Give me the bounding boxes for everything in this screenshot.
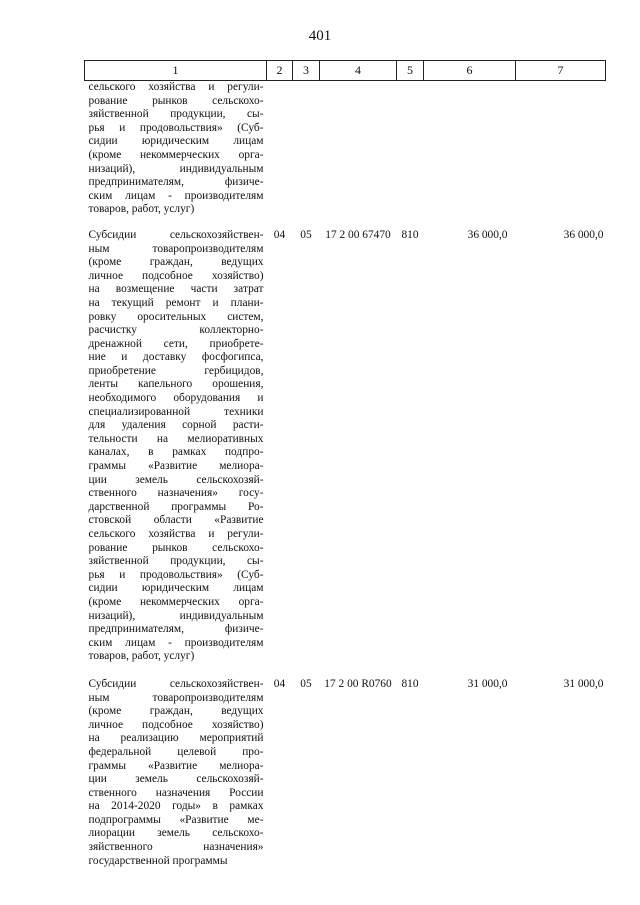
row-description: [85, 229, 267, 678]
cell-target-article: 17 2 00 R0760: [324, 677, 392, 690]
description-line: ственного назначения России: [88, 786, 264, 799]
description-line: дренажной сети, приобрете-: [88, 337, 264, 350]
description-line: ние и доставку фосфогипса,: [88, 351, 264, 364]
description-line: специализированной техники: [88, 405, 264, 418]
header-col-4: 4: [320, 61, 397, 81]
header-col-1: 1: [85, 61, 267, 81]
description-line: для удаления сорной расти-: [88, 419, 264, 432]
header-col-7: 7: [516, 61, 606, 81]
description-line: ленты капельного орошения,: [88, 378, 264, 391]
description-line: приобретение гербицидов,: [88, 364, 264, 377]
cell-amount-1: 31 000,0: [467, 677, 508, 690]
description-line: сельского хозяйства и регули-: [88, 81, 264, 93]
description-line: подпрограммы «Развитие ме-: [88, 813, 264, 826]
description-line: сидии юридическим лицам: [88, 135, 264, 148]
table-row: [85, 678, 606, 868]
table-row: [85, 81, 606, 229]
cell-amount-1: [424, 81, 516, 229]
description-line: зяйственной продукции, сы-: [88, 555, 264, 568]
cell-subsection: [293, 81, 320, 229]
description-line: Субсидии сельскохозяйствен-: [88, 677, 264, 690]
description-line: предпринимателям, физиче-: [88, 176, 264, 189]
description-line: ным товаропроизводителям: [88, 242, 264, 255]
cell-expense-type: 810: [401, 677, 419, 690]
description-line: ским лицам - производителям: [88, 636, 264, 649]
description-line: рование рынков сельскохо-: [88, 94, 264, 107]
description-line: федеральной целевой про-: [88, 745, 264, 758]
description-line: рья и продовольствия» (Суб-: [88, 121, 264, 134]
cell-section: 04: [273, 677, 286, 690]
description-line: на возмещение части затрат: [88, 283, 264, 296]
description-line: ским лицам - производителям: [88, 189, 264, 202]
description-line: дарственной программы Ро-: [88, 500, 264, 513]
cell-section: [267, 81, 293, 229]
description-line: ции земель сельскохозяй-: [88, 473, 264, 486]
description-line: ным товаропроизводителям: [88, 691, 264, 704]
budget-table: [84, 60, 606, 868]
description-line: ственного назначения» госу-: [88, 487, 264, 500]
description-line: тельности на мелиоративных: [88, 432, 264, 445]
cell-target-article: 17 2 00 67470: [325, 228, 391, 241]
description-line: расчистку коллекторно-: [88, 324, 264, 337]
description-line: на текущий ремонт и плани-: [88, 296, 264, 309]
header-col-3: 3: [293, 61, 320, 81]
description-line: Субсидии сельскохозяйствен-: [88, 228, 264, 241]
header-row: [85, 61, 606, 81]
description-line: стовской области «Развитие: [88, 514, 264, 527]
table-row: [85, 229, 606, 678]
description-line: личное подсобное хозяйство): [88, 718, 264, 731]
description-line: ровку оросительных систем,: [88, 310, 264, 323]
description-line: зяйственной продукции, сы-: [88, 108, 264, 121]
description-line: граммы «Развитие мелиора-: [88, 460, 264, 473]
description-line: на реализацию мероприятий: [88, 732, 264, 745]
description-line: (кроме граждан, ведущих: [88, 256, 264, 269]
cell-subsection: 05: [300, 228, 312, 241]
description-line: ции земель сельскохозяй-: [88, 773, 264, 786]
description-line: граммы «Развитие мелиора-: [88, 759, 264, 772]
description-line: личное подсобное хозяйство): [88, 269, 264, 282]
description-line: лиорации земель сельскохо-: [88, 827, 264, 840]
page-number: 401: [308, 28, 332, 44]
header-col-2: 2: [267, 61, 293, 81]
description-line: (кроме некоммерческих орга-: [88, 148, 264, 161]
cell-amount-2: 36 000,0: [563, 228, 604, 241]
cell-section: 04: [273, 228, 286, 241]
cell-subsection: 05: [300, 677, 312, 690]
description-line: (кроме граждан, ведущих: [88, 705, 264, 718]
cell-expense-type: [397, 81, 424, 229]
row-description: [85, 678, 267, 868]
description-line: зяйственного назначения»: [88, 841, 264, 854]
description-line: государственной программы: [88, 854, 228, 867]
cell-expense-type: 810: [401, 228, 419, 241]
description-line: товаров, работ, услуг): [88, 650, 195, 663]
header-col-5: 5: [397, 61, 424, 81]
description-line: на 2014-2020 годы» в рамках: [88, 800, 264, 813]
row-description: [85, 81, 267, 229]
description-line: (кроме некоммерческих орга-: [88, 595, 264, 608]
cell-amount-2: 31 000,0: [563, 677, 604, 690]
description-line: каналах, в рамках подпро-: [88, 446, 264, 459]
cell-target-article: [320, 81, 397, 229]
description-line: необходимого оборудования и: [88, 392, 264, 405]
description-line: рование рынков сельскохо-: [88, 541, 264, 554]
description-line: товаров, работ, услуг): [88, 203, 195, 216]
description-line: предпринимателям, физиче-: [88, 623, 264, 636]
description-line: сельского хозяйства и регули-: [88, 528, 264, 540]
description-line: низаций), индивидуальным: [88, 162, 264, 175]
cell-amount-2: [516, 81, 606, 229]
description-line: рья и продовольствия» (Суб-: [88, 568, 264, 581]
description-line: низаций), индивидуальным: [88, 609, 264, 622]
description-line: сидии юридическим лицам: [88, 582, 264, 595]
cell-amount-1: 36 000,0: [467, 228, 508, 241]
header-col-6: 6: [424, 61, 516, 81]
